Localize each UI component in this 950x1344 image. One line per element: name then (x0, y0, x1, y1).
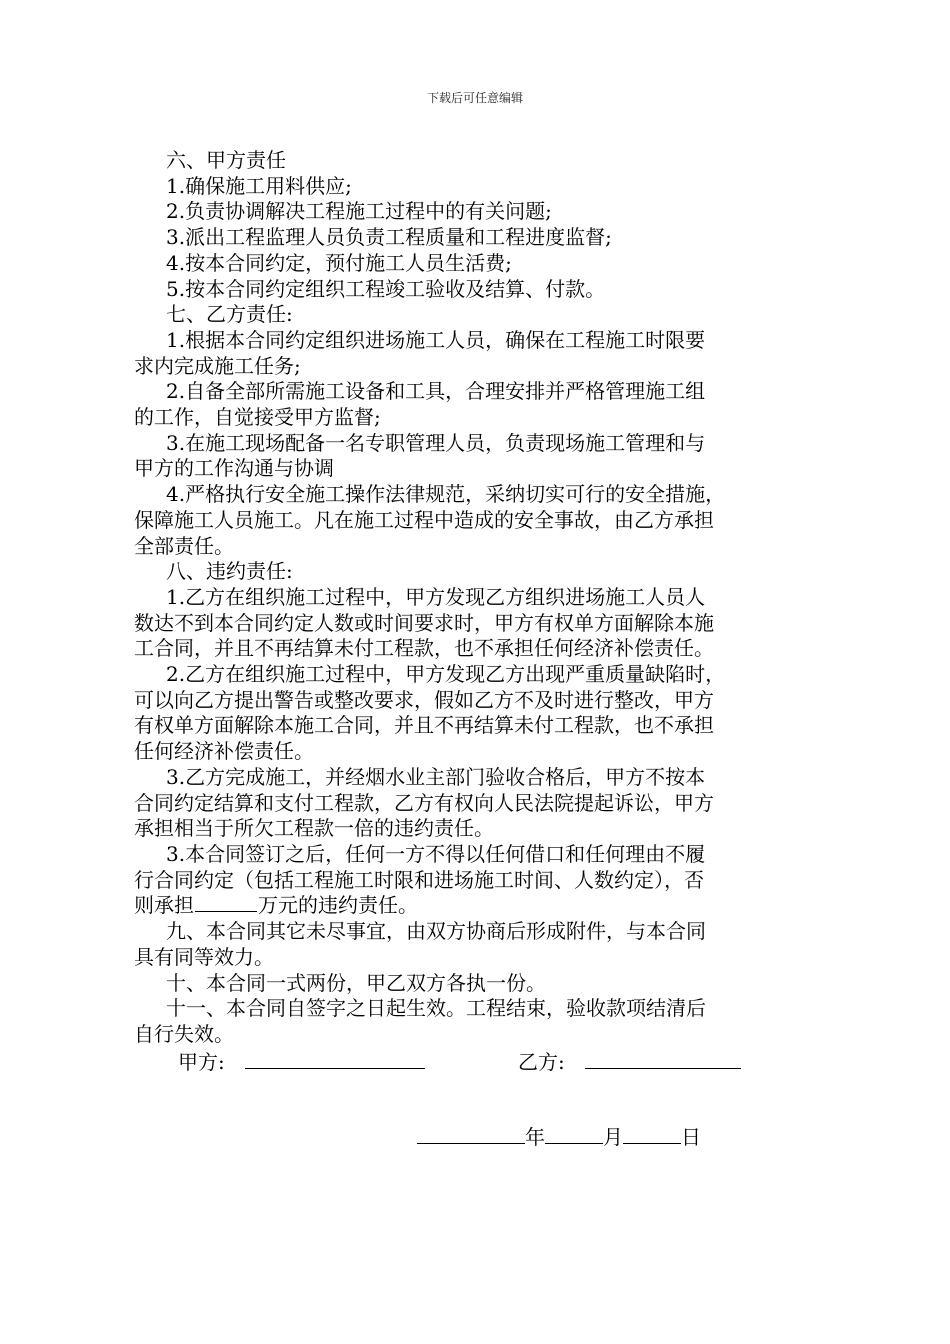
paragraph-s7-3-line: 3.在施工现场配备一名专职管理人员，负责现场施工管理和与 (166, 430, 706, 455)
paragraph-s6-2-line: 2.负责协调解决工程施工过程中的有关问题; (166, 199, 552, 224)
paragraph-s7-1-line: 1.根据本合同约定组织进场施工人员，确保在工程施工时限要 (166, 327, 706, 352)
paragraph-s8-2-line: 有权单方面解除本施工合同，并且不再结算未付工程款，也不承担 (134, 713, 714, 738)
paragraph-s7-2-line: 2.自备全部所需施工设备和工具，合理安排并严格管理施工组 (166, 379, 706, 404)
paragraph-s7-2-line: 的工作，自觉接受甲方监督; (134, 405, 381, 430)
paragraph-s10-line: 十、本合同一式两份，甲乙双方各执一份。 (166, 970, 546, 995)
party-b-label: 乙方: (518, 1050, 565, 1074)
party-b-signature-line (585, 1048, 741, 1069)
paragraph-s8-3a-line: 合同约定结算和支付工程款，乙方有权向人民法院提起诉讼，甲方 (134, 790, 714, 815)
party-b-signature (518, 1046, 741, 1075)
contract-body (134, 148, 834, 1048)
paragraph-s6-4-line: 4.按本合同约定，预付施工人员生活费; (166, 250, 512, 275)
sign-date (417, 1121, 701, 1150)
paragraph-s8-3b-line: 行合同约定（包括工程施工时限和进场施工时间、人数约定），否 (134, 867, 704, 892)
penalty-line (134, 893, 834, 919)
paragraph-s6-1-line: 1.确保施工用料供应; (166, 173, 352, 198)
paragraph-s6-3-line: 3.派出工程监理人员负责工程质量和工程进度监督; (166, 225, 612, 250)
paragraph-s8-3a-line: 3.乙方完成施工，并经烟水业主部门验收合格后，甲方不按本 (166, 764, 706, 789)
paragraph-s9-line: 具有同等效力。 (134, 944, 274, 969)
penalty-text-after: 万元的违约责任。 (258, 893, 418, 918)
penalty-text-before: 则承担 (134, 893, 194, 918)
paragraph-s7-4-line: 4.严格执行安全施工操作法律规范，采纳切实可行的安全措施， (166, 482, 726, 507)
paragraph-s8-line: 八、违约责任: (166, 559, 293, 584)
paragraph-s6-5-line: 5.按本合同约定组织工程竣工验收及结算、付款。 (166, 276, 606, 301)
paragraph-s7-3-line: 甲方的工作沟通与协调 (134, 456, 334, 481)
paragraph-s8-1-line: 数达不到本合同约定人数或时间要求时，甲方有权单方面解除本施 (134, 610, 714, 635)
paragraph-s11-line: 十一、本合同自签字之日起生效。工程结束，验收款项结清后 (166, 996, 706, 1021)
paragraph-s8-1-line: 工合同，并且不再结算未付工程款，也不承担任何经济补偿责任。 (134, 636, 714, 661)
day-blank (623, 1123, 681, 1144)
paragraph-s8-1-line: 1.乙方在组织施工过程中，甲方发现乙方组织进场施工人员人 (166, 584, 706, 609)
paragraph-s9-line: 九、本合同其它未尽事宜，由双方协商后形成附件，与本合同 (166, 919, 706, 944)
year-label: 年 (525, 1125, 545, 1149)
paragraph-s8-2-line: 可以向乙方提出警告或整改要求，假如乙方不及时进行整改，甲方 (134, 687, 714, 712)
page-header: 下载后可任意编辑 (426, 91, 523, 105)
day-label: 日 (681, 1125, 701, 1149)
party-a-signature-line (245, 1048, 425, 1069)
paragraph-s7-4-line: 保障施工人员施工。凡在施工过程中造成的安全事故，由乙方承担 (134, 507, 714, 532)
paragraph-s8-2-line: 2.乙方在组织施工过程中，甲方发现乙方出现严重质量缺陷时， (166, 662, 726, 687)
paragraph-s7-line: 七、乙方责任: (166, 302, 293, 327)
party-a-label: 甲方: (178, 1050, 225, 1074)
paragraph-s8-2-line: 任何经济补偿责任。 (134, 739, 314, 764)
party-a-signature (178, 1046, 425, 1075)
penalty-amount-blank (195, 893, 257, 912)
paragraph-s6-line: 六、甲方责任 (166, 148, 286, 172)
paragraph-s11-line: 自行失效。 (134, 1021, 234, 1046)
month-label: 月 (603, 1125, 623, 1149)
paragraph-s7-1-line: 求内完成施工任务; (134, 353, 301, 378)
month-blank (545, 1123, 603, 1144)
year-blank (417, 1123, 525, 1144)
paragraph-s8-3b-line: 3.本合同签订之后，任何一方不得以任何借口和任何理由不履 (166, 841, 706, 866)
paragraph-s7-4-line: 全部责任。 (134, 533, 234, 558)
paragraph-s8-3a-line: 承担相当于所欠工程款一倍的违约责任。 (134, 816, 494, 841)
